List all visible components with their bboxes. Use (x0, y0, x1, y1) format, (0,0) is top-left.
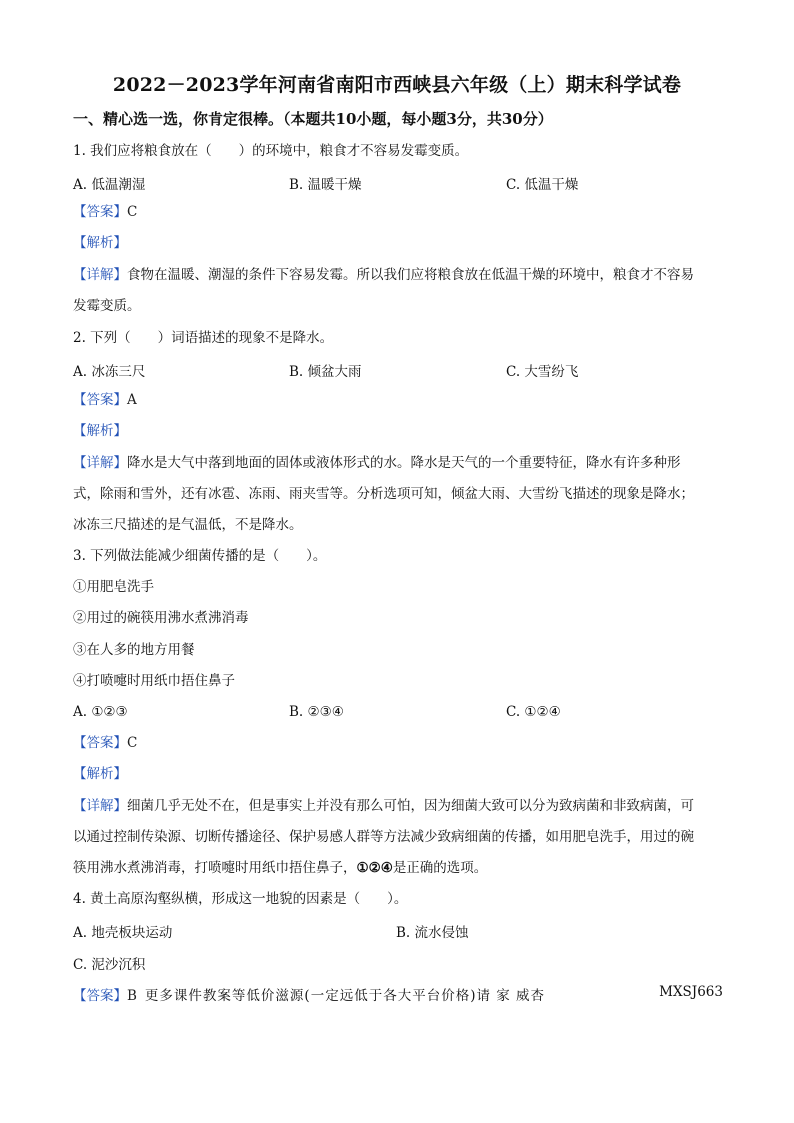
q3-detail-line-1 (73, 797, 694, 815)
page-title: 2022－2023学年河南省南阳市西峡县六年级（上）期末科学试卷 (112, 74, 682, 96)
q2-answer-value: A (127, 392, 137, 408)
q3-detail-text-3a: 筷用沸水煮沸消毒，打喷嚏时用纸巾捂住鼻子， (73, 860, 357, 876)
q3-answer-value: C (127, 735, 138, 751)
q4-stem: 4. 黄土高原沟壑纵横，形成这一地貌的因素是（ ）。 (73, 891, 408, 907)
q1-answer-value: C (127, 204, 138, 220)
promo-text: 更多课件教案等低价滋源(一定远低于各大平台价格)请 家 威杏 (144, 988, 546, 1004)
q2-option-c: C. 大雪纷飞 (506, 364, 579, 380)
q3-option-b: B. ②③④ (289, 704, 344, 720)
q3-stem: 3. 下列做法能减少细菌传播的是（ ）。 (73, 548, 327, 564)
q4-answer-footer (73, 984, 723, 1004)
analysis-tag: 【解析】 (73, 766, 127, 782)
q3-item-1: ①用肥皂洗手 (73, 579, 154, 595)
analysis-tag: 【解析】 (73, 423, 127, 439)
q3-detail-text-3b: ①②④ (356, 860, 393, 876)
answer-tag: 【答案】 (73, 735, 127, 751)
q2-detail-line-3: 冰冻三尺描述的是气温低，不是降水。 (73, 517, 303, 533)
answer-tag: 【答案】 (73, 988, 127, 1004)
q4-answer-value: B (127, 988, 137, 1004)
detail-tag: 【详解】 (73, 798, 127, 814)
q1-detail-line-2: 发霉变质。 (73, 298, 141, 314)
q2-detail-line-2: 式，除雨和雪外，还有冰雹、冻雨、雨夹雪等。分析选项可知，倾盆大雨、大雪纷飞描述的现象是降水； (73, 486, 694, 502)
doc-code: MXSJ663 (659, 984, 723, 1000)
q2-detail-line-1 (73, 454, 681, 472)
q3-detail-text-1: 细菌几乎无处不在，但是事实上并没有那么可怕，因为细菌大致可以分为致病菌和非致病菌，可 (127, 798, 694, 814)
q3-option-a: A. ①②③ (73, 704, 128, 720)
answer-tag: 【答案】 (73, 392, 127, 408)
q3-analysis (73, 765, 127, 783)
q3-option-c: C. ①②④ (506, 704, 561, 720)
q1-detail-line-1 (73, 266, 694, 284)
q3-item-2: ②用过的碗筷用沸水煮沸消毒 (73, 610, 249, 626)
q2-detail-text-1: 降水是大气中落到地面的固体或液体形式的水。降水是天气的一个重要特征，降水有许多种形 (127, 455, 681, 471)
detail-tag: 【详解】 (73, 455, 127, 471)
q2-analysis (73, 422, 127, 440)
q1-detail-text-1: 食物在温暖、潮湿的条件下容易发霉。所以我们应将粮食放在低温干燥的环境中，粮食才不容易 (127, 267, 694, 283)
q2-option-b: B. 倾盆大雨 (289, 364, 362, 380)
section-heading: 一、精心选一选，你肯定很棒。（本题共10小题，每小题3分，共30分） (73, 110, 553, 128)
q3-item-4: ④打喷嚏时用纸巾捂住鼻子 (73, 673, 235, 689)
answer-tag: 【答案】 (73, 204, 127, 220)
q3-detail-text-3c: 是正确的选项。 (392, 860, 488, 876)
q3-detail-line-3 (73, 859, 487, 877)
analysis-tag: 【解析】 (73, 235, 127, 251)
q2-option-a: A. 冰冻三尺 (73, 364, 146, 380)
q3-answer (73, 734, 137, 752)
q1-option-c: C. 低温干燥 (506, 177, 579, 193)
q4-option-b: B. 流水侵蚀 (396, 925, 469, 941)
q3-detail-line-2: 以通过控制传染源、切断传播途径、保护易感人群等方法减少致病细菌的传播，如用肥皂洗手，用过的碗 (73, 829, 694, 845)
q1-option-a: A. 低温潮湿 (73, 177, 146, 193)
q4-option-a: A. 地壳板块运动 (73, 925, 173, 941)
q3-item-3: ③在人多的地方用餐 (73, 642, 195, 658)
q2-answer (73, 391, 137, 409)
q1-option-b: B. 温暖干燥 (289, 177, 362, 193)
q1-answer (73, 203, 137, 221)
q4-option-c: C. 泥沙沉积 (73, 957, 146, 973)
q1-stem: 1. 我们应将粮食放在（ ）的环境中，粮食才不容易发霉变质。 (73, 143, 469, 159)
q1-analysis (73, 234, 127, 252)
q2-stem: 2. 下列（ ）词语描述的现象不是降水。 (73, 330, 334, 346)
detail-tag: 【详解】 (73, 267, 127, 283)
